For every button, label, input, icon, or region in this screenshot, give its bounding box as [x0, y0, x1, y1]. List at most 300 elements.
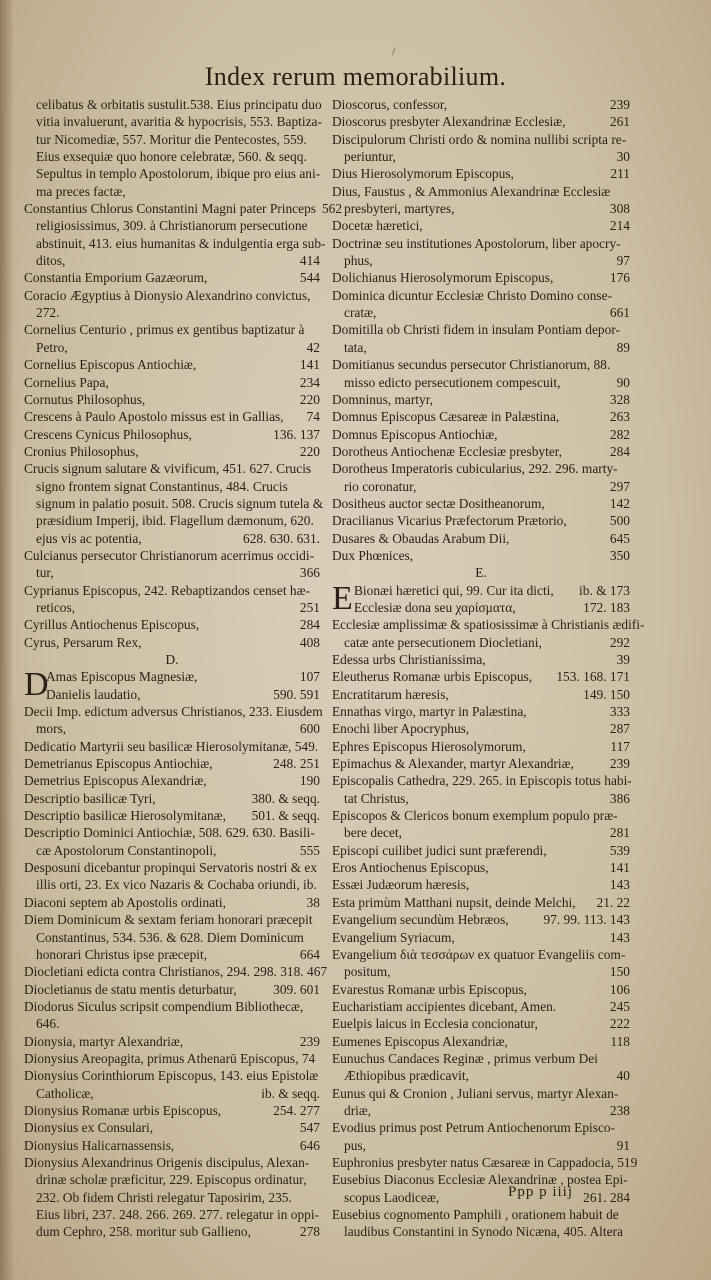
index-entry-line [332, 998, 630, 1015]
index-entry-line [24, 1119, 320, 1136]
page-reference: 562 [321, 201, 343, 217]
entry-text: Crescens Cynicus Philosophus, [24, 426, 192, 442]
index-entry-line [332, 512, 630, 529]
page-reference: 38 [306, 894, 320, 910]
index-entry-line [332, 703, 630, 720]
index-entry-line [332, 131, 630, 148]
page-reference: 176 [609, 270, 630, 286]
page-reference: 501. & seqq. [251, 808, 320, 824]
entry-text: Dorotheus Antiochenæ Ecclesiæ presbyter, [332, 443, 563, 459]
index-entry-line [24, 807, 320, 824]
entry-text: Dionysius Romanæ urbis Episcopus, [24, 1102, 222, 1118]
entry-text: Evangelium Syriacum, [332, 929, 455, 945]
entry-text: Cyrus, Persarum Rex, [24, 634, 142, 650]
page-reference: 40 [616, 1068, 630, 1084]
entry-text: Cyprianus Episcopus, 242. Rebaptizandos censet hæ- [24, 582, 310, 598]
entry-text: laudibus Constantini in Synodo Nicæna, 405. Altera [344, 1224, 623, 1240]
page-reference: 366 [299, 565, 320, 581]
index-entry-line [332, 374, 630, 391]
entry-text: dum Cephro, 258. moritur sub Gallieno, [36, 1224, 251, 1240]
entry-text: religiosissimus, 309. à Christianorum persecutione [36, 218, 308, 234]
index-entry-line [24, 200, 343, 217]
index-entry-line [24, 391, 320, 408]
entry-text: Diaconi septem ab Apostolis ordinati, [24, 894, 226, 910]
index-entry-line [332, 790, 630, 807]
page-reference: 143 [609, 929, 630, 945]
index-entry-line [332, 1119, 630, 1136]
page-reference: 234 [299, 374, 320, 390]
entry-text: Sepultus in templo Apostolorum, ibique pro eius ani- [36, 166, 321, 182]
index-entry-line [24, 252, 320, 269]
entry-text: honorari Christus ipse præcepit, [36, 946, 208, 962]
index-entry-line [24, 408, 320, 425]
index-column-left [24, 96, 343, 1241]
entry-text: Descriptio Dominici Antiochiæ, 508. 629. 630. Basili- [24, 825, 315, 841]
entry-text: reticos, [36, 599, 76, 615]
entry-text: Domitianus secundus persecutor Christianorum, 88. [332, 357, 611, 373]
drop-capital: D [24, 666, 49, 704]
index-entry-line [24, 1102, 320, 1119]
page-reference: 141 [609, 860, 630, 876]
entry-text: Domninus, martyr, [332, 391, 433, 407]
index-entry-line [24, 183, 320, 200]
entry-text: Ecclesiæ amplissimæ & spatiosissimæ à Christianis ædifi- [332, 617, 645, 633]
index-entry-line [332, 634, 630, 651]
entry-text: Eros Antiochenus Episcopus, [332, 860, 489, 876]
page-reference: 220 [299, 443, 320, 459]
index-entry-line [24, 842, 320, 859]
page-reference: 544 [299, 270, 320, 286]
page-reference: 297 [609, 478, 630, 494]
entry-text: celibatus & orbitatis sustulit.538. Eius principatu duo [36, 97, 322, 112]
entry-text: Domitilla ob Christi fidem in insulam Pontiam depor- [332, 322, 620, 338]
entry-text: Evangelium διὰ τεσσάρων ex quatuor Evangeliis com- [332, 946, 626, 962]
index-entry-line [332, 235, 630, 252]
page-reference: 309. 601 [273, 981, 320, 997]
entry-text: Eumenes Episcopus Alexandriæ, [332, 1033, 508, 1049]
page-reference: 251 [299, 599, 320, 615]
index-entry-line [332, 443, 630, 460]
index-entry-line [24, 113, 320, 130]
index-column-right [332, 96, 645, 1241]
index-entry-line [332, 356, 630, 373]
entry-text: Bionæi hæretici qui, 99. Cur ita dicti, [354, 582, 554, 598]
entry-text: D. [165, 652, 179, 667]
entry-text: Eleutherus Romanæ urbis Episcopus, [332, 669, 533, 685]
entry-text: Dux Phœnices, [332, 547, 414, 563]
page-reference: 190 [299, 773, 320, 789]
index-entry-line [24, 547, 320, 564]
index-entry-line [332, 668, 630, 685]
entry-text: Dionysius Corinthiorum Episcopus, 143. eius Epistolæ [24, 1068, 319, 1084]
entry-text: Dionysius ex Consulari, [24, 1120, 154, 1136]
index-entry-line [332, 304, 630, 321]
entry-text: Dedicatio Martyrii seu basilicæ Hierosolymitanæ, 549. [24, 738, 319, 754]
index-entry-line [24, 304, 320, 321]
page-reference: 408 [299, 634, 320, 650]
page-reference: 555 [299, 842, 320, 858]
page-reference: 211 [610, 166, 630, 182]
entry-text: ma preces factæ, [36, 183, 126, 199]
page-reference: 248. 251 [273, 756, 320, 772]
entry-text: driæ, [344, 1102, 372, 1118]
index-entry-line [24, 1137, 320, 1154]
page-reference: 333 [609, 704, 630, 720]
index-entry-line [332, 1085, 630, 1102]
index-entry-line [24, 321, 320, 338]
index-entry-line [24, 356, 320, 373]
entry-text: ejus vis ac potentia, [36, 530, 142, 546]
index-entry-line [24, 894, 320, 911]
index-entry-line [332, 1033, 630, 1050]
entry-text: Essæi Judæorum hæresis, [332, 877, 470, 893]
entry-text: Evangelium secundùm Hebræos, [332, 912, 509, 928]
entry-text: misso edicto persecutionem compescuit, [344, 374, 561, 390]
entry-text: Epimachus & Alexander, martyr Alexandriæ, [332, 756, 574, 772]
page-reference: 664 [299, 946, 320, 962]
index-entry-line [332, 269, 630, 286]
index-entry-line [24, 720, 320, 737]
entry-text: Domnus Episcopus Antiochiæ, [332, 426, 498, 442]
signature-mark: Ppp p iiij [508, 1184, 574, 1200]
entry-text: Diodorus Siculus scripsit compendium Bibliothecæ, [24, 998, 304, 1014]
index-entry-line [332, 686, 630, 703]
entry-text: bere decet, [344, 825, 402, 841]
entry-text: Amas Episcopus Magnesiæ, [46, 669, 198, 685]
index-entry-line [332, 148, 630, 165]
entry-text: Dioscorus, confessor, [332, 97, 448, 112]
index-entry-line [24, 582, 320, 599]
entry-text: Demetrianus Episcopus Antiochiæ, [24, 756, 213, 772]
index-entry-line [332, 894, 630, 911]
index-entry-line [24, 599, 320, 616]
page-title: Index rerum memorabilium. [204, 62, 507, 91]
entry-text: 232. Ob fidem Christi relegatur Taposirim, 235. [36, 1189, 292, 1205]
index-entry-line [24, 1050, 320, 1067]
entry-text: præsidium Imperij, ibid. Flagellum dæmonum, 620. [36, 513, 314, 529]
index-entry-line [24, 1085, 320, 1102]
index-entry-line [24, 911, 320, 928]
page-reference: 539 [609, 842, 630, 858]
page-reference: 590. 591 [273, 686, 320, 702]
index-entry-line [24, 217, 320, 234]
page-reference: 284 [299, 617, 320, 633]
index-entry-line [332, 963, 630, 980]
index-entry-line [332, 929, 630, 946]
page-reference: 380. & seqq. [251, 790, 320, 806]
page-reference: 143 [609, 877, 630, 893]
index-entry-line [332, 287, 630, 304]
index-entry-line [332, 321, 630, 338]
entry-text: Decii Imp. edictum adversus Christianos, 233. Eiusdem [24, 704, 323, 720]
entry-text: cratæ, [344, 305, 377, 321]
entry-text: ditos, [36, 253, 66, 269]
page-reference: 263 [609, 409, 630, 425]
entry-text: Euelpis laicus in Ecclesia concionatur, [332, 1016, 538, 1032]
index-entry-line [332, 772, 630, 789]
index-entry-line [332, 217, 630, 234]
page-reference: 254. 277 [273, 1102, 320, 1118]
index-entry-line [332, 911, 630, 928]
entry-text: Docetæ hæretici, [332, 218, 423, 234]
page-reference: 239 [609, 756, 630, 772]
page-reference: 287 [609, 721, 630, 737]
entry-text: Domnus Episcopus Cæsareæ in Palæstina, [332, 409, 560, 425]
page-reference: 282 [609, 426, 630, 442]
index-entry-line [332, 547, 630, 564]
page-reference: 141 [299, 357, 320, 373]
index-entry-line [332, 1223, 630, 1240]
entry-text: mors, [36, 721, 67, 737]
page-reference: 149. 150 [583, 686, 630, 702]
entry-text: Discipulorum Christi ordo & nomina nullibi scripta re- [332, 131, 627, 147]
entry-text: Descriptio basilicæ Hierosolymitanæ, [24, 808, 226, 824]
page-reference: 308 [609, 201, 630, 217]
page-reference: 386 [609, 790, 630, 806]
page-reference: 600 [299, 721, 320, 737]
entry-text: Cornelius Centurio , primus ex gentibus baptizatur à [24, 322, 305, 338]
index-entry-line [332, 1154, 638, 1171]
index-entry-line [332, 478, 630, 495]
entry-text: Dominica dicuntur Ecclesiæ Christo Domino conse- [332, 287, 613, 303]
index-entry-line [332, 339, 630, 356]
entry-text: Danielis laudatio, [46, 686, 141, 702]
page-reference: 74 [306, 409, 320, 425]
index-entry-line [24, 96, 320, 113]
page-reference: 245 [609, 998, 630, 1014]
entry-text: Enochi liber Apocryphus, [332, 721, 470, 737]
index-entry-line [24, 235, 326, 252]
index-entry-line [24, 1223, 320, 1240]
page-reference: 414 [299, 253, 320, 269]
index-entry-line [332, 96, 630, 113]
page-reference: 150 [609, 964, 630, 980]
entry-text: Eunuchus Candaces Reginæ , primus verbum Dei [332, 1050, 598, 1066]
entry-text: pus, [344, 1137, 366, 1153]
page-reference: 97. 99. 113. 143 [543, 912, 630, 928]
page-reference: 222 [609, 1016, 630, 1032]
drop-capital: E [332, 579, 353, 617]
page-reference: 91 [616, 1137, 630, 1153]
index-entry-line [24, 1067, 320, 1084]
entry-text: Demetrius Episcopus Alexandriæ, [24, 773, 207, 789]
index-entry-line [24, 131, 320, 148]
index-entry-line [24, 1015, 320, 1032]
entry-text: vitia invaluerunt, avaritia & hypocrisis, 553. Baptiza- [36, 114, 322, 130]
entry-text: Cyrillus Antiochenus Episcopus, [24, 617, 200, 633]
entry-text: Crucis signum salutare & vivificum, 451. 627. Crucis [24, 461, 312, 477]
index-entry-line [24, 929, 320, 946]
entry-text: 646. [36, 1016, 60, 1032]
index-entry-line [24, 426, 320, 443]
page-reference: 239 [299, 1033, 320, 1049]
index-entry-line [332, 200, 630, 217]
entry-text: Eusebius cognomento Pamphili , orationem habuit de [332, 1207, 619, 1222]
index-entry-line [24, 616, 320, 633]
entry-text: Eius libri, 237. 248. 266. 269. 277. relegatur in oppi- [36, 1207, 320, 1222]
entry-text: Constantia Emporium Gazæorum, [24, 270, 208, 286]
section-letter-heading [332, 564, 630, 581]
entry-text: rio coronatur, [344, 478, 417, 494]
page-reference: 645 [609, 530, 630, 546]
index-entry-line [332, 946, 630, 963]
entry-text: Æthiopibus prædicavit, [344, 1068, 469, 1084]
page-reference: 239 [609, 97, 630, 112]
index-entry-line [24, 946, 320, 963]
page-reference: 106 [609, 981, 630, 997]
page-reference: 220 [299, 391, 320, 407]
index-entry-line [332, 1102, 630, 1119]
page-reference: 136. 137 [273, 426, 320, 442]
index-entry-line [24, 859, 320, 876]
index-entry-line [332, 651, 630, 668]
index-entry-line [332, 113, 630, 130]
entry-text: Constantius Chlorus Constantini Magni pater Princeps [24, 201, 316, 217]
entry-text: 272. [36, 305, 60, 321]
index-entry-line [24, 963, 328, 980]
index-entry-line [332, 859, 630, 876]
page-reference: 30 [616, 149, 630, 165]
page-reference: 42 [306, 339, 320, 355]
entry-text: tata, [344, 339, 367, 355]
page-reference: 117 [610, 738, 630, 754]
entry-text: Edessa urbs Christianissima, [332, 652, 486, 667]
entry-text: Esta primùm Matthani nupsit, deinde Melchi, [332, 894, 576, 910]
page-reference: 142 [609, 495, 630, 511]
entry-text: Dionysius Halicarnassensis, [24, 1137, 175, 1153]
entry-text: scopus Laodiceæ, [344, 1189, 440, 1205]
index-entry-line [332, 981, 630, 998]
index-entry-line [332, 1171, 630, 1188]
index-entry-line [24, 772, 320, 789]
entry-text: Cronius Philosophus, [24, 443, 139, 459]
entry-text: Coracio Ægyptius à Dionysio Alexandrino convictus, [24, 287, 311, 303]
entry-text: Desposuni dicebantur propinqui Servatoris nostri & ex [24, 860, 318, 876]
entry-text: Dionysius Areopagita, primus Athenarū Episcopus, 74 [24, 1050, 316, 1066]
page-reference: 261 [609, 114, 630, 130]
index-entry-line [332, 824, 630, 841]
entry-text: tur Nicomediæ, 557. Moritur die Pentecostes, 559. [36, 131, 307, 147]
entry-text: Eucharistiam accipientes dicebant, Amen. [332, 998, 557, 1014]
index-entry-line [24, 530, 320, 547]
index-entry-line [24, 339, 320, 356]
index-entry-line [24, 1171, 320, 1188]
entry-text: Dius Hierosolymorum Episcopus, [332, 166, 514, 182]
page-reference: 547 [299, 1120, 320, 1136]
index-entry-line [332, 426, 630, 443]
index-entry-line [332, 1206, 630, 1223]
page-reference: 328 [609, 391, 630, 407]
entry-text: Euphronius presbyter natus Cæsareæ in Cappadocia, 519 [332, 1154, 638, 1170]
index-entry-line [332, 599, 630, 616]
entry-text: Episcopos & Clericos bonum exemplum populo præ- [332, 808, 618, 824]
page-gutter-shadow [0, 0, 14, 1280]
entry-text: drinæ scholæ præficitur, 229. Episcopus ordinatur, [36, 1172, 307, 1188]
page-reference: 238 [609, 1102, 630, 1118]
page-reference: 350 [609, 547, 630, 563]
page-reference: 281 [609, 825, 630, 841]
entry-text: Ennathas virgo, martyr in Palæstina, [332, 704, 527, 720]
page-reference: 628. 630. 631. [243, 530, 320, 546]
index-entry-line [332, 391, 630, 408]
index-entry-line [24, 478, 320, 495]
index-entry-line [332, 738, 630, 755]
index-entry-line [332, 1015, 630, 1032]
page-reference: ib. & seqq. [261, 1085, 320, 1101]
entry-text: Evarestus Romanæ urbis Episcopus, [332, 981, 527, 997]
page-reference: 278 [299, 1224, 320, 1240]
page-reference: 284 [609, 443, 630, 459]
index-entry-line [24, 148, 320, 165]
entry-text: signo frontem signat Constantinus, 484. Crucis [36, 478, 288, 494]
index-entry-line [24, 1154, 320, 1171]
index-entry-line [332, 1067, 630, 1084]
entry-text: abstinuit, 413. eius humanitas & indulgentia erga sub- [36, 235, 326, 251]
index-entry-line [24, 703, 323, 720]
index-entry-line [24, 634, 320, 651]
index-entry-line [24, 512, 320, 529]
entry-text: Petro, [36, 339, 68, 355]
entry-text: Crescens à Paulo Apostolo missus est in Gallias, [24, 409, 284, 425]
page-reference: 261. 284 [583, 1189, 630, 1205]
index-entry-line [24, 287, 320, 304]
index-entry-line [24, 443, 320, 460]
folio-mark: / [392, 44, 396, 58]
entry-text: Dorotheus Imperatoris cubicularius, 292. 296. marty- [332, 461, 618, 477]
index-entry-line [24, 790, 320, 807]
index-entry-line [24, 738, 320, 755]
index-entry-line [332, 183, 630, 200]
entry-text: Constantinus, 534. 536. & 628. Diem Dominicum [36, 929, 304, 945]
entry-text: Eunus qui & Cronion , Juliani servus, martyr Alexan- [332, 1085, 619, 1101]
index-entry-line [332, 165, 630, 182]
page-reference: 118 [610, 1033, 630, 1049]
index-entry-line [332, 1137, 630, 1154]
index-entry-line [332, 530, 630, 547]
index-entry-line [24, 1189, 320, 1206]
entry-text: E. [475, 565, 487, 581]
page-reference: 292 [609, 634, 630, 650]
page-reference: 21. 22 [596, 894, 630, 910]
entry-text: catæ ante persecutionem Diocletiani, [344, 634, 542, 650]
entry-text: Dracilianus Vicarius Præfectorum Prætorio, [332, 513, 567, 529]
page-reference: 89 [616, 339, 630, 355]
section-letter-heading [24, 651, 320, 668]
entry-text: tur, [36, 565, 54, 581]
index-entry-line [24, 460, 320, 477]
entry-text: Dius, Faustus , & Ammonius Alexandrinæ Ecclesiæ [332, 183, 611, 199]
index-entry-line [332, 616, 645, 633]
index-entry-line [24, 824, 320, 841]
entry-text: Diocletianus de statu mentis deturbatur, [24, 981, 237, 997]
entry-text: signum in palatio posuit. 508. Crucis signum tutela & [36, 495, 324, 511]
entry-text: Eius exsequiæ quo honore celebratæ, 560. & seqq. [36, 149, 307, 165]
entry-text: periuntur, [344, 149, 396, 165]
entry-text: Dusares & Obaudas Arabum Dii, [332, 530, 510, 546]
page-reference: 172. 183 [583, 599, 630, 615]
entry-text: phus, [344, 253, 373, 269]
index-entry-line [24, 981, 320, 998]
index-entry-line [332, 755, 630, 772]
entry-text: Episcopi cuilibet judici sunt præferendi, [332, 842, 547, 858]
entry-text: Dionysia, martyr Alexandriæ, [24, 1033, 184, 1049]
entry-text: Dionysius Alexandrinus Origenis discipulus, Alexan- [24, 1154, 310, 1170]
entry-text: illis orti, 23. Ex vico Nazaris & Cochaba oriundi, ib. [36, 877, 317, 893]
entry-text: Ephres Episcopus Hierosolymorum, [332, 738, 526, 754]
index-entry-line [332, 876, 630, 893]
page-reference: 153. 168. 171 [556, 669, 630, 685]
entry-text: cæ Apostolorum Constantinopoli, [36, 842, 217, 858]
